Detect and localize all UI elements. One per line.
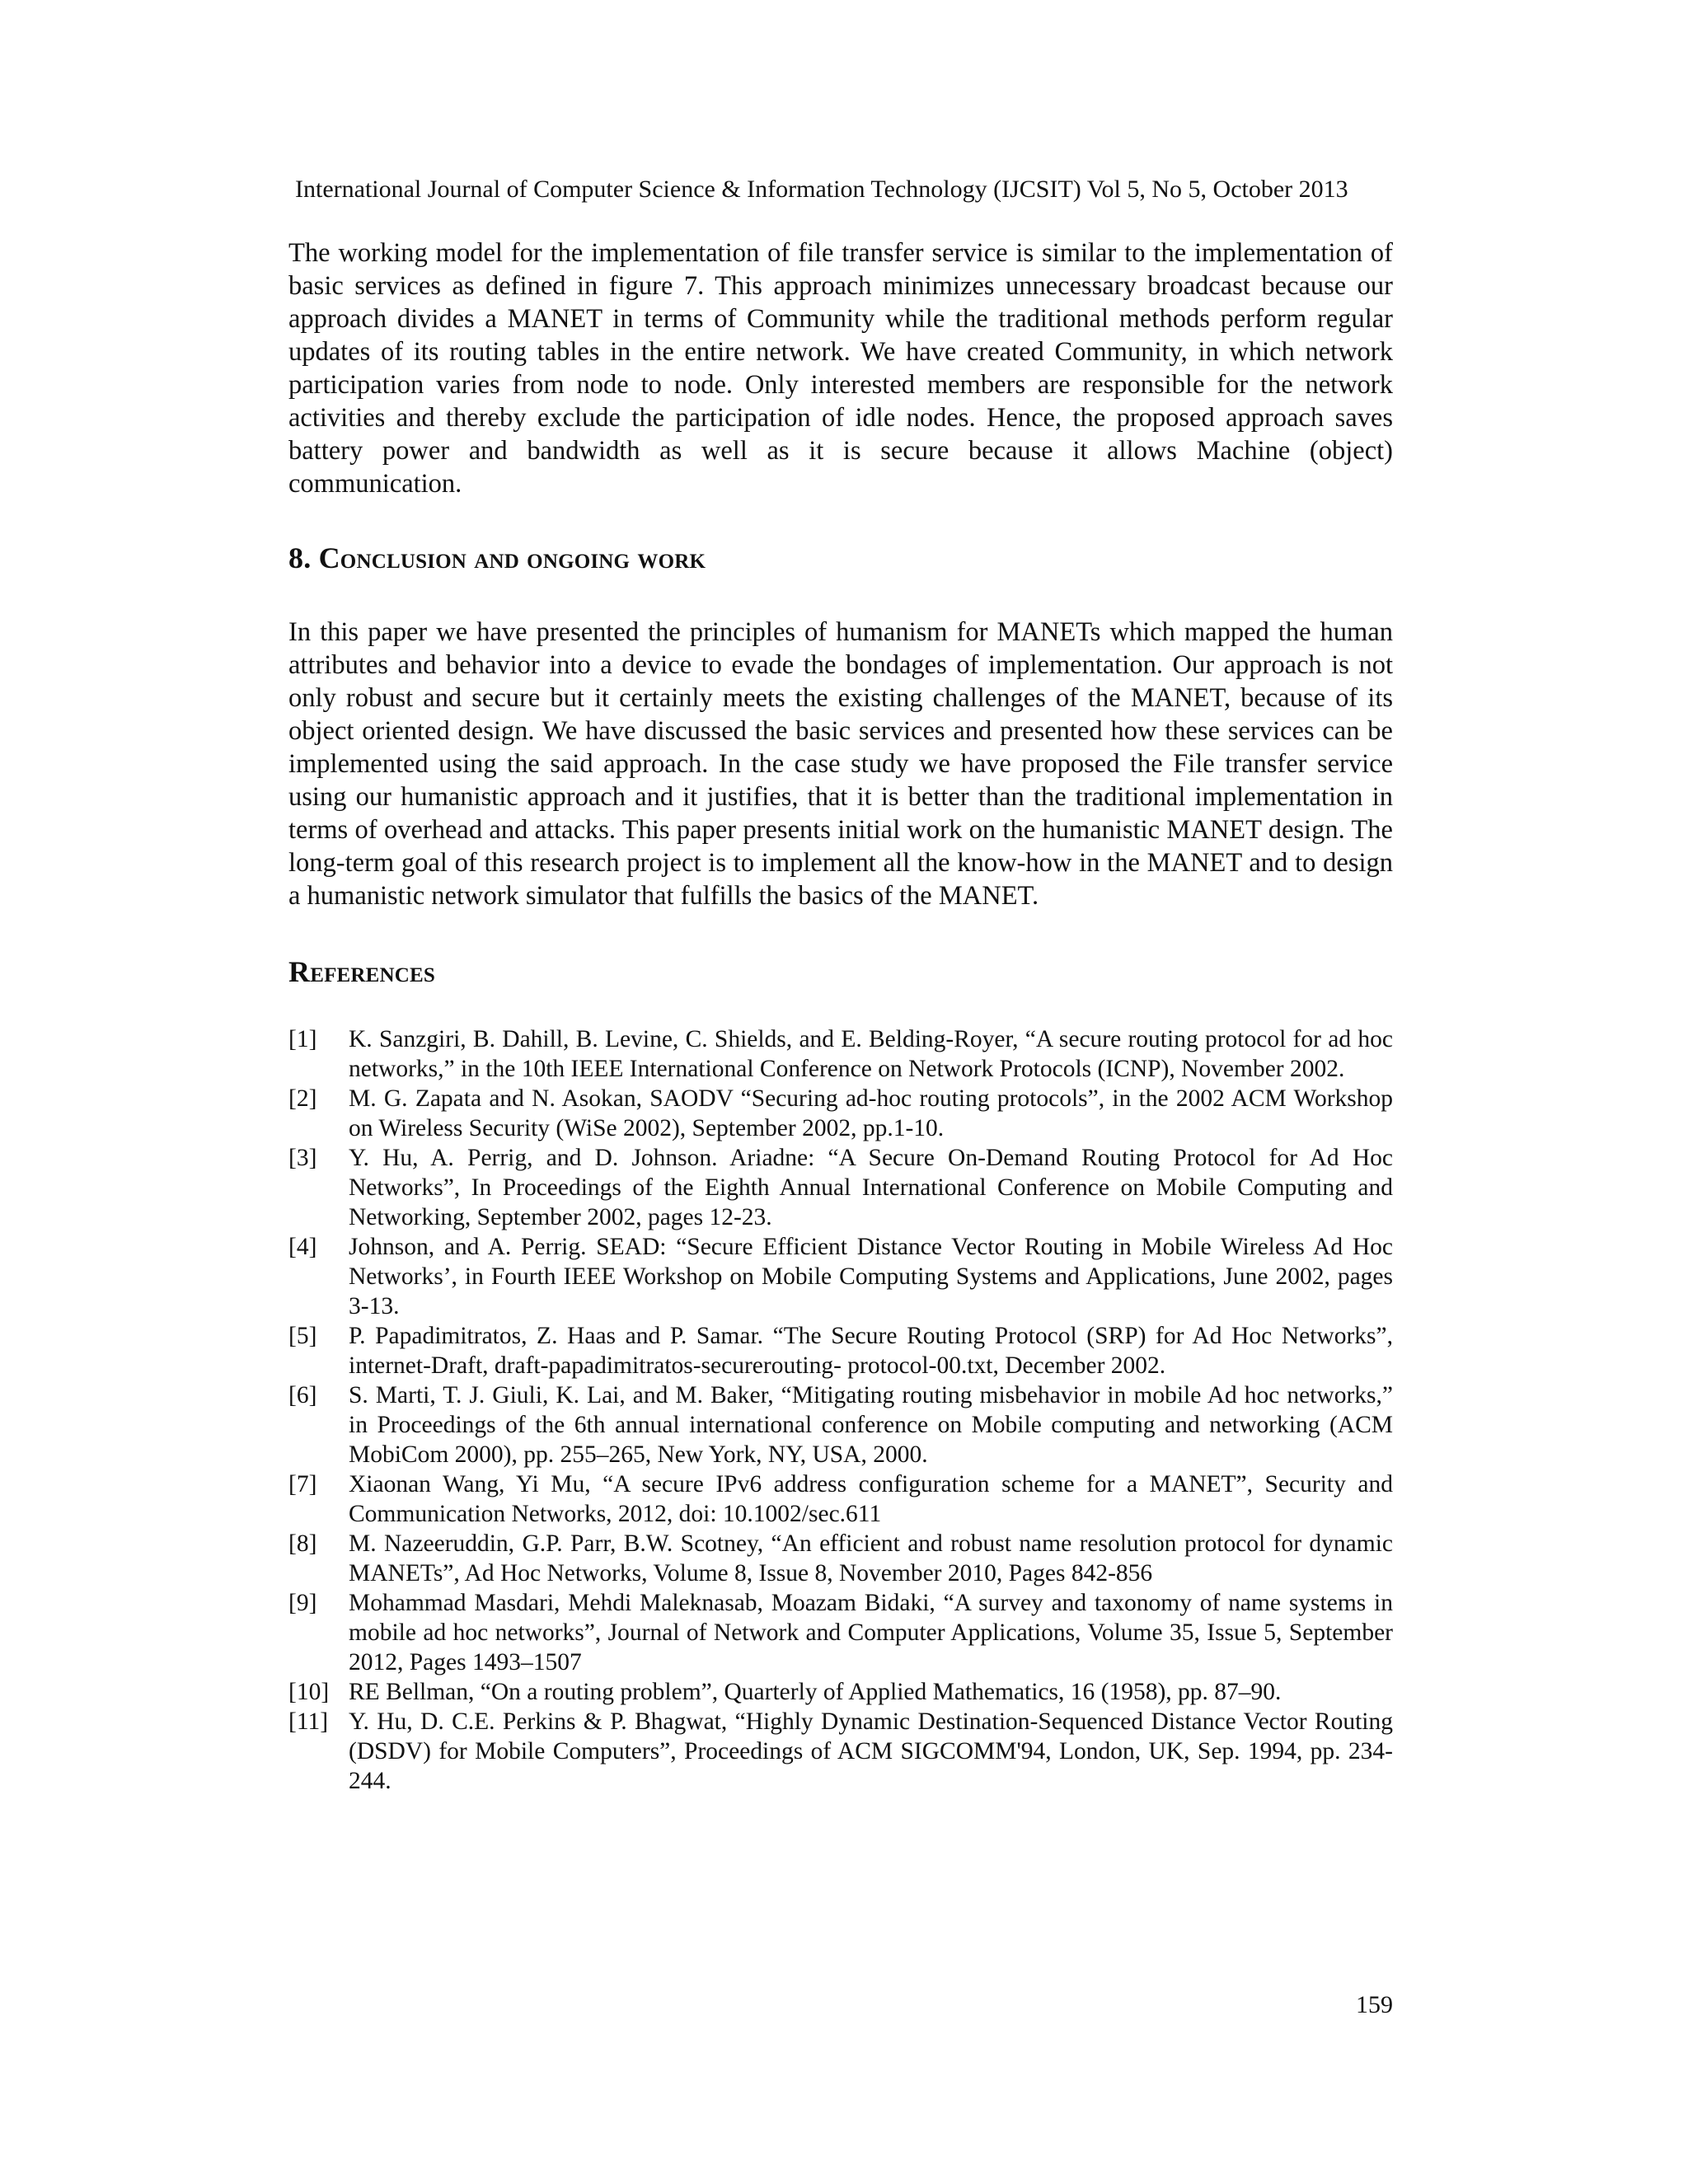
conclusion-heading: 8. Conclusion and ongoing work [288,541,706,574]
reference-number: [8] [288,1530,317,1557]
reference-text: Johnson, and A. Perrig. SEAD: “Secure Efficient Distance Vector Routing in Mobile Wireless Ad Hoc Networks’, in Fourth IEEE Workshop on Mobile Computing Systems and Applications, June 2002, pages 3-13. [349,1234,1393,1319]
reference-text: S. Marti, T. J. Giuli, K. Lai, and M. Baker, “Mitigating routing misbehavior in mobile Ad hoc networks,” in Proceedings of the 6th annual international conference on Mobile computing and networking (ACM MobiCom 2000), pp. 255–265, New York, NY, USA, 2000. [349,1382,1393,1468]
reference-number: [7] [288,1471,317,1497]
reference-number: [3] [288,1145,317,1171]
reference-item [288,1529,1393,1588]
references-list [288,1024,1393,1796]
reference-text: Xiaonan Wang, Yi Mu, “A secure IPv6 address configuration scheme for a MANET”, Security and Communication Networks, 2012, doi: 10.1002/sec.611 [349,1471,1393,1527]
reference-text: P. Papadimitratos, Z. Haas and P. Samar. “The Secure Routing Protocol (SRP) for Ad Hoc Networks”, internet-Draft, draft-papadimitratos-securerouting- protocol-00.txt, December 2002. [349,1323,1393,1379]
reference-number: [6] [288,1382,317,1408]
conclusion-paragraph: In this paper we have presented the principles of humanism for MANETs which mapped the human attributes and behavior into a device to evade the bondages of implementation. Our approach is not only robust and secure but it certainly meets the existing challenges of the MANET, because of its object oriented design. We have discussed the basic services and presented how these services can be implemented using the said approach. In the case study we have proposed the File transfer service using our humanistic approach and it justifies, that it is better than the traditional implementation in terms of overhead and attacks. This paper presents initial work on the humanistic MANET design. The long-term goal of this research project is to implement all the know-how in the MANET and to design a humanistic network simulator that fulfills the basics of the MANET. [288,617,1393,911]
reference-text: M. G. Zapata and N. Asokan, SAODV “Securing ad-hoc routing protocols”, in the 2002 ACM Workshop on Wireless Security (WiSe 2002), September 2002, pp.1-10. [349,1085,1393,1141]
reference-item [288,1588,1393,1677]
reference-text: K. Sanzgiri, B. Dahill, B. Levine, C. Shields, and E. Belding-Royer, “A secure routing protocol for ad hoc networks,” in the 10th IEEE International Conference on Network Protocols (ICNP), November 2002. [349,1026,1393,1082]
reference-item [288,1677,1393,1707]
reference-text: M. Nazeeruddin, G.P. Parr, B.W. Scotney, “An efficient and robust name resolution protocol for dynamic MANETs”, Ad Hoc Networks, Volume 8, Issue 8, November 2010, Pages 842-856 [349,1530,1393,1586]
intro-paragraph: The working model for the implementation of file transfer service is similar to the implementation of basic services as defined in figure 7. This approach minimizes unnecessary broadcast because our approach divides a MANET in terms of Community while the traditional methods perform regular updates of its routing tables in the entire network. We have created Community, in which network participation varies from node to node. Only interested members are responsible for the network activities and thereby exclude the participation of idle nodes. Hence, the proposed approach saves battery power and bandwidth as well as it is secure because it allows Machine (object) communication. [288,238,1393,499]
reference-text: RE Bellman, “On a routing problem”, Quarterly of Applied Mathematics, 16 (1958), pp. 87–90. [349,1679,1282,1705]
references-heading: References [288,955,436,988]
reference-item [288,1024,1393,1084]
reference-number: [4] [288,1234,317,1260]
reference-number: [2] [288,1085,317,1112]
reference-item [288,1321,1393,1380]
reference-number: [1] [288,1026,317,1052]
page-content [288,237,1393,1796]
journal-running-header: International Journal of Computer Science & Information Technology (IJCSIT) Vol 5, No 5, October 2013 [295,176,1348,203]
reference-item [288,1469,1393,1529]
reference-number: [9] [288,1590,317,1616]
reference-item [288,1232,1393,1321]
page-number: 159 [1356,1991,1393,2018]
reference-text: Y. Hu, A. Perrig, and D. Johnson. Ariadne: “A Secure On-Demand Routing Protocol for Ad Hoc Networks”, In Proceedings of the Eighth Annual International Conference on Mobile Computing and Networking, September 2002, pages 12-23. [349,1145,1393,1230]
reference-number: [11] [288,1708,329,1735]
reference-number: [10] [288,1679,330,1705]
reference-text: Mohammad Masdari, Mehdi Maleknasab, Moazam Bidaki, “A survey and taxonomy of name systems in mobile ad hoc networks”, Journal of Network and Computer Applications, Volume 35, Issue 5, September 2012, Pages 1493–1507 [349,1590,1393,1675]
reference-item [288,1380,1393,1469]
reference-text: Y. Hu, D. C.E. Perkins & P. Bhagwat, “Highly Dynamic Destination-Sequenced Distance Vector Routing (DSDV) for Mobile Computers”, Proceedings of ACM SIGCOMM'94, London, UK, Sep. 1994, pp. 234-244. [349,1708,1393,1794]
reference-item [288,1707,1393,1796]
reference-number: [5] [288,1323,317,1349]
reference-item [288,1143,1393,1232]
reference-item [288,1084,1393,1143]
